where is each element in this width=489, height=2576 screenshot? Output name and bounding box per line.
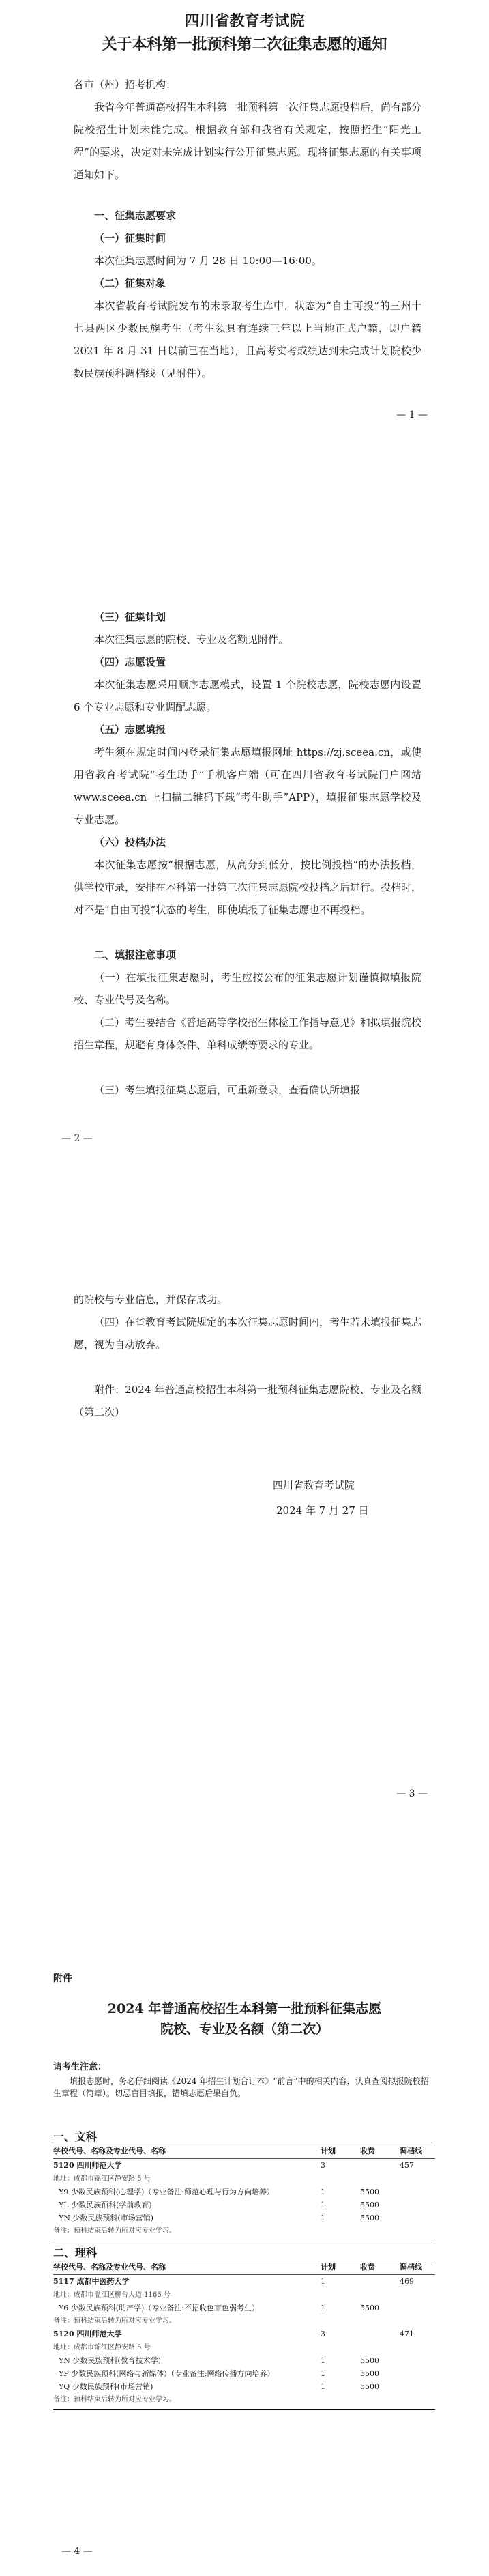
header-school: 学校代号、名称及专业代号、名称: [53, 2263, 166, 2272]
section-liberal-arts-heading: 一、文科: [53, 2130, 98, 2143]
intro-paragraph: 我省今年普通高校招生本科第一批预科第一次征集志愿投档后，尚有部分院校招生计划未能完成。根据教育部和我省有关规定，按照招生“阳光工程”的要求，决定对未完成计划实行公开征集志愿。现将征集志愿的有关事项通知如下。: [74, 101, 422, 181]
row-text: Y6 少数民族预科(助产学)（专业备注:不招收色盲色弱考生）: [59, 2304, 260, 2313]
table-row: [53, 2394, 435, 2406]
row-fee: 5500: [360, 2356, 379, 2365]
section-1-4-text: 本次征集志愿采用顺序志愿模式，设置 1 个院校志愿，院校志愿内设置 6 个专业志愿和专业调配志愿。: [74, 678, 421, 713]
section-1-2-heading: （二）征集对象: [94, 277, 166, 289]
section-1-4-heading: （四）志愿设置: [94, 656, 166, 668]
row-text: YN 少数民族预科(教育技术学): [59, 2356, 161, 2365]
section-2-1-text: （一）在填报征集志愿时，考生应按公布的征集志愿计划谨慎拟填报院校、专业代号及名称。: [74, 971, 421, 1006]
header-plan: 计划: [321, 2263, 336, 2272]
header-fee: 收费: [360, 2263, 375, 2272]
table-row: [53, 2173, 435, 2186]
section-1-3-heading: （三）征集计划: [94, 611, 166, 623]
table-row: [53, 2302, 435, 2315]
section-2-heading: 二、填报注意事项: [94, 949, 177, 961]
row-text: YQ 少数民族预科(市场营销): [59, 2382, 153, 2391]
table-rule: [53, 2274, 435, 2275]
row-text: Y9 少数民族预科(心理学)（专业备注:师范心理与行为方向培养）: [59, 2188, 275, 2196]
section-1-6-text: 本次征集志愿按“根据志愿，从高分到低分，按比例投档”的办法投档，供学校审录，安排在本科第一批第三次征集志愿院校投档之后进行。投档时，对不是“自由可投”状态的考生，即使填报了征集志愿也不再投档。: [74, 859, 422, 916]
signer-name: 四川省教育考试院: [273, 1479, 355, 1491]
section-1-5-heading: （五）志愿填报: [94, 724, 166, 736]
section-2-4-text: （四）在省教育考试院规定的本次征集志愿时间内，考生若未填报征集志愿，视为自动放弃。: [74, 1316, 422, 1351]
row-text: 5120 四川师范大学: [53, 2161, 122, 2170]
row-plan: 1: [321, 2356, 325, 2365]
section-science-heading: 二、理科: [53, 2246, 98, 2259]
row-plan: 3: [321, 2330, 325, 2338]
table-row: [53, 2315, 435, 2328]
section-1-heading: 一、征集志愿要求: [94, 210, 177, 222]
section-2-3-continued: 的院校与专业信息，并保存成功。: [74, 1293, 228, 1306]
page-4-attachment: [0, 1966, 489, 2576]
table-row: [53, 2160, 435, 2172]
section-2-3-text: （三）考生填报征集志愿后，可重新登录，查看确认所填报: [94, 1084, 361, 1096]
table-rule: [53, 2409, 435, 2410]
row-plan: 1: [321, 2277, 325, 2286]
row-fee: 5500: [360, 2214, 379, 2222]
row-fee: 5500: [360, 2188, 379, 2196]
section-1-3-text: 本次征集志愿的院校、专业及名额见附件。: [94, 633, 289, 646]
table-row: [53, 2186, 435, 2199]
row-fee: 5500: [360, 2304, 379, 2313]
signing-date: 2024 年 7 月 27 日: [276, 1504, 369, 1517]
table-row: [53, 2199, 435, 2212]
row-text: 地址：成都市锦江区静安路 5 号: [53, 2175, 151, 2183]
table-row: [53, 2355, 435, 2367]
row-fee: 5500: [360, 2201, 379, 2209]
note-heading: 请考生注意：: [53, 2062, 107, 2072]
table-row: [53, 2342, 435, 2354]
row-text: YP 少数民族预科(网络与新媒体)（专业备注:网络传播方向培养）: [59, 2369, 275, 2378]
table-row: [53, 2289, 435, 2302]
attachment-title-line2: 院校、专业及名额（第二次）: [160, 2022, 329, 2037]
header-plan: 计划: [321, 2147, 336, 2156]
row-plan: 1: [321, 2382, 325, 2391]
row-line: 457: [400, 2161, 414, 2170]
row-text: 5117 成都中医药大学: [53, 2277, 130, 2286]
header-line: 调档线: [400, 2147, 422, 2156]
page-number-1: — 1 —: [396, 410, 428, 420]
row-text: YN 少数民族预科(市场营销): [59, 2214, 153, 2222]
attachment-reference: 附件：2024 年普通高校招生本科第一批预科征集志愿院校、专业及名额（第二次）: [74, 1384, 421, 1418]
row-text: 备注：预科结束后转为所对应专业学习。: [53, 2227, 176, 2235]
row-line: 471: [400, 2330, 414, 2338]
note-text: 填报志愿时，务必仔细阅读《2024 年招生计划合订本》“前言”中的相关内容，认真查阅拟报院校招生章程（简章）。切忌盲目填报，错填志愿后果自负。: [53, 2076, 429, 2098]
row-fee: 5500: [360, 2382, 379, 2391]
row-text: YL 少数民族预科(学前教育): [59, 2201, 152, 2209]
section-2-2-text: （二）考生要结合《普通高等学校招生体检工作指导意见》和拟填报院校招生章程，规避有身体条件、单科成绩等要求的专业。: [74, 1016, 422, 1051]
table-row: [53, 2381, 435, 2393]
table-header-row: [53, 2145, 435, 2158]
row-text: 备注：预科结束后转为所对应专业学习。: [53, 2317, 176, 2325]
section-1-1-heading: （一）征集时间: [94, 232, 166, 244]
table-header-row: [53, 2261, 435, 2274]
table-row: [53, 2212, 435, 2224]
notice-title-line2: 关于本科第一批预科第二次征集志愿的通知: [102, 35, 387, 53]
page-3: [0, 1283, 489, 1966]
section-1-2-text: 本次省教育考试院发布的未录取考生库中，状态为“自由可投”的三州十七县两区少数民族考生（考生须具有连续三年以上当地正式户籍，即户籍 2021 年 8 月 31 日以前已在当地），且高考实考成绩达到未完成计划院校少数民族预科调档线（见附件）。: [74, 300, 421, 380]
row-line: 469: [400, 2277, 414, 2286]
header-fee: 收费: [360, 2147, 375, 2156]
table-rule: [53, 2158, 435, 2159]
section-1-6-heading: （六）投档办法: [94, 836, 166, 848]
header-line: 调档线: [400, 2263, 422, 2272]
page-2: [0, 601, 489, 1283]
row-text: 5120 四川师范大学: [53, 2330, 122, 2338]
notice-title-line1: 四川省教育考试院: [184, 12, 305, 30]
row-text: 地址：成都市锦江区静安路 5 号: [53, 2344, 151, 2351]
page-1: [0, 0, 489, 601]
table-row: [53, 2225, 435, 2237]
row-plan: 1: [321, 2201, 325, 2209]
row-plan: 1: [321, 2304, 325, 2313]
table-row: [53, 2368, 435, 2380]
attachment-label: 附件: [53, 1973, 72, 1984]
row-plan: 1: [321, 2214, 325, 2222]
row-text: 备注：预科结束后转为所对应专业学习。: [53, 2396, 176, 2403]
table-row: [53, 2276, 435, 2288]
attachment-title-line1: 2024 年普通高校招生本科第一批预科征集志愿: [107, 2001, 382, 2016]
section-1-1-text: 本次征集志愿时间为 7 月 28 日 10:00—16:00。: [94, 255, 322, 267]
page-number-4: — 4 —: [61, 2546, 93, 2557]
header-school: 学校代号、名称及专业代号、名称: [53, 2147, 166, 2156]
salutation: 各市（州）招考机构：: [74, 78, 177, 91]
section-1-5-text: 考生须在规定时间内登录征集志愿填报网址 https://zj.sceea.cn，或使用省教育考试院“考生助手”手机客户端（可在四川省教育考试院门户网站 www.sceea.cn 上扫描二维码下载“考生助手”APP），填报征集志愿学校及专业志愿。: [74, 746, 421, 826]
row-text: 地址：成都市温江区柳台大道 1166 号: [53, 2291, 171, 2299]
table-row: [53, 2328, 435, 2341]
row-plan: 1: [321, 2188, 325, 2196]
row-plan: 3: [321, 2161, 325, 2170]
row-fee: 5500: [360, 2369, 379, 2378]
page-number-2: — 2 —: [61, 1133, 93, 1144]
page-number-3: — 3 —: [396, 1788, 428, 1799]
row-plan: 1: [321, 2369, 325, 2378]
